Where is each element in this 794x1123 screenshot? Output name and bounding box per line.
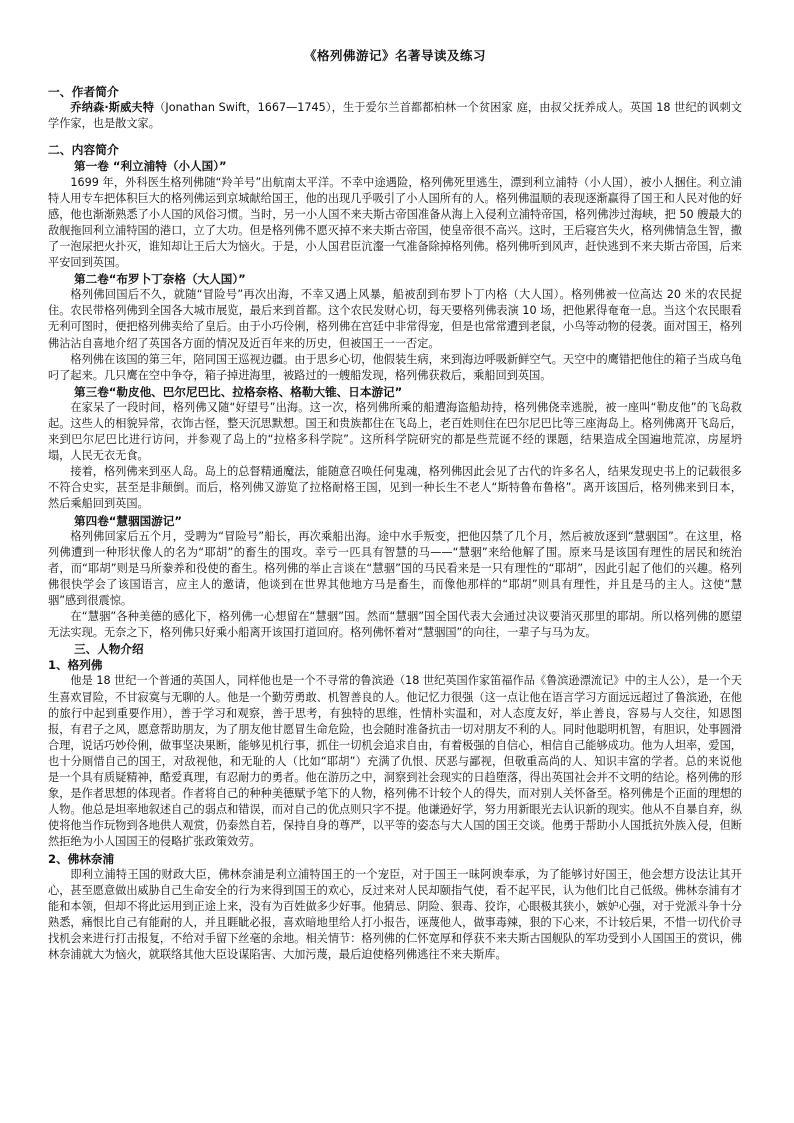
document-title: 《格列佛游记》名著导读及练习 — [303, 48, 486, 63]
character-gulliver-paragraph: 他是 18 世纪一个普通的英国人，同样他也是一个不寻常的鲁滨逊（18 世纪英国作家笛福作品《鲁滨逊漂流记》中的主人公），是一个天生喜欢冒险，不甘寂寞与无聊的人。他是一个勤劳勇敢、机智善良的人。他记忆力很强（这一点让他在语言学习方面远远超过了鲁滨逊，在他的旅行中起到重要作用），善于学习和观察，善于思考，有独特的思维，性情朴实温和，对人态度友好，举止善良，容易与人交往，知恩图报，有君子之风，愿意帮助朋友，为了朋友他甘愿冒生命危险，也会随时准备抗击一切对朋友不利的人。同时他聪明机智，有胆识，处事圆滑合理，说话巧妙伶俐，做事坚决果断，能够见机行事，抓住一切机会追求自由，有着极强的自信心，相信自己能够成功。他为人坦率，爱国，也十分厕惜自己的国王，对敌视他，和无耻的人（比如“耶胡”）充满了仇恨、厌恶与鄙视，但敬重高尚的人、知识丰富的学者。总的来说他是一个具有质疑精神，酷爱真理，有忍耐力的勇者。他在游历之中，洞察到社会现实的日趋堕落，得出英国社会并不文明的结论。格列佛的形象，是作者思想的体现者。作者将自己的种种美德赋予笔下的人物，格列佛不计较个人的得失，而对别人关怀备至。格列佛是个正面的理想的人物。他总是坦率地叙述自己的弱点和错误，而对自己的优点则只字不提。他谦逊好学，努力用新眼光去认识新的现实。他从不自暴自弃，纵使将他当作玩物到各地供人观赏，仍泰然自若，保持自身的尊严，以平等的姿态与大人国的国王交谈。他勇于帮助小人国抵抗外族入侵，但断然拒绝为小人国国王的侵略扩张政策效劳。 — [48, 674, 742, 849]
author-text: （Jonathan Swift，1667—1745），生于爱尔兰首都都柏林一个贫困家 庭，由叔父抚养成人。英国 18 世纪的讽刺文学作家，也是散文家。 — [48, 101, 742, 131]
volume-2-title: 第二卷“布罗卜丁奈格（大人国）” — [74, 272, 246, 287]
section-characters-heading: 三、人物介绍 — [74, 642, 144, 657]
volume-2-paragraph: 格列佛在该国的第三年，陪同国王巡视边疆。由于思乡心切，他假装生病，来到海边呼吸新鲜空气。天空中的鹰错把他住的箱子当成乌龟叼了起来。几只鹰在空中争夺，箱子掉进海里，被路过的一艘船发现，格列佛获救后，乘船回到英国。 — [48, 352, 742, 382]
volume-1-title: 第一卷 “利立浦特（小人国）” — [74, 159, 227, 174]
author-paragraph — [48, 100, 742, 132]
section-author-heading: 一、作者简介 — [48, 85, 119, 100]
section-content-heading: 二、内容简介 — [48, 143, 119, 158]
volume-2-paragraph: 格列佛回国后不久，就随“冒险号”再次出海，不幸又遇上风暴，船被刮到布罗卜丁内格（大人国）。格列佛被一位高达 20 米的农民捉住。农民带格列佛到全国各大城市展览，最后来到首都。这个农民发财心切，每天要格列佛表演 10 场，把他累得奄奄一息。当这个农民眼看无利可图时，便把格列佛卖给了皇后。由于小巧伶俐，格列佛在宫廷中非常得宠，但是也常常遭到老鼠，小鸟等动物的侵袭。面对国王，格列佛沾沾自喜地介绍了英国各方面的情况及近百年来的历史，但被国王一一否定。 — [48, 288, 742, 350]
volume-4-title: 第四卷“慧骃国游记” — [74, 513, 182, 528]
character-flimnap-paragraph: 即利立浦特王国的财政大臣，佛林奈浦是利立浦特国王的一个宠臣，对于国王一昧阿谀奉承，为了能够讨好国王，他会想方设法让其开心，甚至愿意做出威胁自己生命安全的行为来得到国王的欢心，反过来对人民却颐指气使，看不起平民，认为他们比自己低级。佛林奈浦有才能和本领，但却不将此运用到正途上来，没有为百姓做多少好事。他猜忌、阴险、狠毒、狡诈，心眼极其狭小，嫉妒心强，对于党派斗争十分熟悉，痛恨比自己有能耐的人，并且睚眦必报，喜欢暗地里给人打小报告，诬蔑他人，做事毒辣，狠的下心来，不计较后果，不惜一切代价寻找机会来进行打击报复，不给对手留下丝毫的余地。相关情节：格列佛的仁怀宽厚和俘获不来夫斯古国舰队的军功受到小人国国王的赏识，佛林奈浦就大为恼火，就联络其他大臣设谋陷害、大加污蔑，最后迫使格列佛逃往不来夫斯库。 — [48, 867, 742, 962]
volume-4-paragraph: 在“慧骃”各种美德的感化下，格列佛一心想留在“慧骃”国。然而“慧骃”国全国代表大会通过决议要消灭那里的耶胡。所以格列佛的愿望无法实现。无奈之下，格列佛只好乘小船离开该国打道回府。格列佛怀着对“慧骃国”的向往，一辈子与马为友。 — [48, 610, 742, 640]
volume-3-title: 第三卷“勒皮他、巴尔尼巴比、拉格奈格、格勒大锥、日本游记” — [74, 384, 403, 399]
author-name: 乔纳森·斯威夫特 — [70, 101, 155, 115]
volume-1-paragraph: 1699 年，外科医生格列佛随“羚羊号”出航南太平洋。不幸中途遇险，格列佛死里逃生，漂到利立浦特（小人国），被小人捆住。利立浦特人用专车把体积巨大的格列佛运到京城献给国王，他的出现几乎吸引了小人国所有的人。格列佛温顺的表现逐渐赢得了国王和人民对他的好感，他也渐渐熟悉了小人国的风俗习惯。当时，另一小人国不来夫斯古帝国准备从海上入侵利立浦特帝国，格列佛涉过海峡，把 50 艘最大的敌舰拖回利立浦特国的港口，立了大功。但是格列佛不愿灭掉不来夫斯古帝国，使皇帝很不高兴。这时，王后寝宫失火，格列佛情急生智，撒了一泡尿把火扑灭，谁知却让王后大为恼火。于是，小人国君臣沆瀣一气准备除掉格列佛。格列佛听到风声，赶快逃到不来夫斯古帝国，后来平安回到英国。 — [48, 175, 742, 270]
volume-3-paragraph: 在家呆了一段时间，格列佛又随“好望号”出海。这一次，格列佛所乘的船遭海盗船劫持，格列佛侥幸逃脱，被一座叫“勒皮他”的飞岛救起。这些人的相貌异常，衣饰古怪，整天沉思默想。国王和贵族都住在飞岛上，老百姓则住在巴尔尼巴比等三座海岛上。格列佛离开飞岛后，来到巴尔尼巴比进行访问，并参观了岛上的“拉格多科学院”。这所科学院研究的都是些荒诞不经的课题，结果造成全国遍地荒凉，房屋坍塌，人民无衣无食。 — [48, 400, 742, 463]
character-gulliver-heading: 1、格列佛 — [48, 658, 103, 673]
character-flimnap-heading: 2、佛林奈浦 — [48, 851, 115, 866]
volume-4-paragraph: 格列佛回家后五个月，受聘为“冒险号”船长，再次乘船出海。途中水手叛变，把他囚禁了几个月，然后被放逐到“慧骃国”。在这里，格列佛遭到一种形状像人的名为“耶胡”的畜生的围攻。幸亏一匹具有智慧的马——“慧骃”来给他解了围。原来马是该国有理性的居民和统治者，而“耶胡”则是马所豢养和役使的畜生。格列佛的举止言谈在“慧骃”国的马民看来是一只有理性的“耶胡”，因此引起了他们的兴趣。格列佛很快学会了该国语言，应主人的邀请，他谈到在世界其他地方马是畜生，而像他那样的“耶胡”则具有理性，并且是马的主人。这使“慧骃”感到很震惊。 — [48, 529, 742, 607]
volume-3-paragraph: 接着，格列佛来到巫人岛。岛上的总督精通魔法，能随意召唤任何鬼魂，格列佛因此会见了古代的许多名人，结果发现史书上的记载很多不符合史实，甚至是非颠倒。而后，格列佛又游览了拉格耐格王国，见到一种长生不老人“斯特鲁布鲁格”。离开该国后，格列佛来到日本，然后乘船回到英国。 — [48, 465, 742, 511]
